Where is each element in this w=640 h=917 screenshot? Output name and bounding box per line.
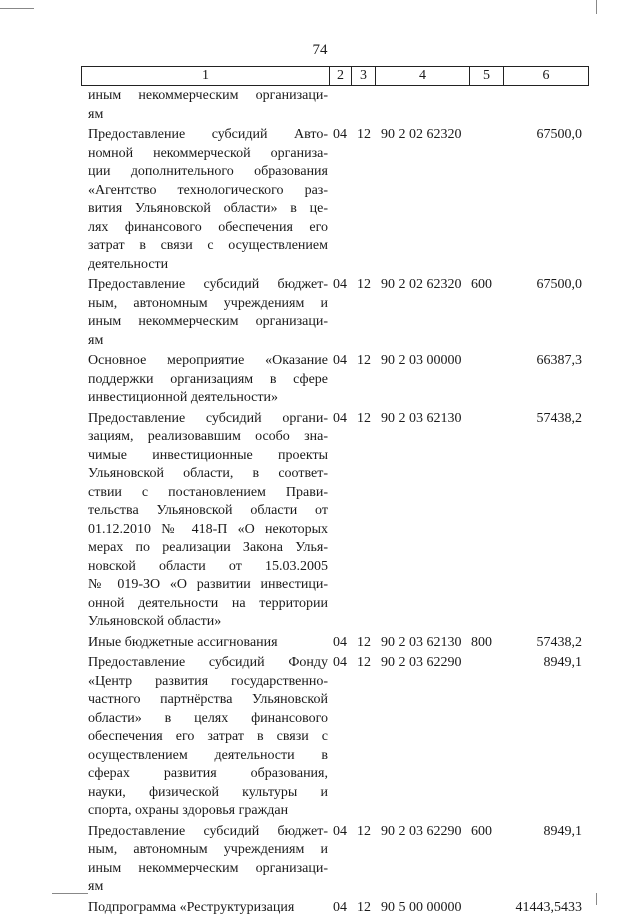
expense-type-code: 600: [471, 823, 492, 842]
section-code: 04: [333, 276, 347, 295]
header-col-5: 5: [469, 67, 503, 85]
section-code: 04: [333, 899, 347, 917]
amount: 67500,0: [537, 276, 583, 295]
description-line: Предоставление субсидий Фонду: [88, 654, 328, 673]
subsection-code: 12: [357, 654, 371, 673]
scan-mark-top-left: [0, 8, 34, 9]
table-header: [81, 66, 589, 86]
description-line: чимые инвестиционные проекты: [88, 447, 328, 466]
description-line: иным некоммерческим организаци-: [88, 860, 328, 879]
subsection-code: 12: [357, 352, 371, 371]
description-line: спорта, охраны здоровья граждан: [88, 802, 328, 821]
description-line: вития Ульяновской области» в це-: [88, 200, 328, 219]
header-col-1: 1: [81, 67, 329, 85]
description-line: Подпрограмма «Реструктуризация: [88, 899, 328, 917]
subsection-code: 12: [357, 634, 371, 653]
amount: 67500,0: [537, 126, 583, 145]
amount: 41443,5433: [516, 899, 583, 917]
page-number: 74: [0, 42, 640, 59]
target-item-code: 90 5 00 00000: [381, 899, 462, 917]
description-line: Предоставление субсидий Авто-: [88, 126, 328, 145]
description-line: номной некоммерческой организа-: [88, 145, 328, 164]
subsection-code: 12: [357, 899, 371, 917]
target-item-code: 90 2 03 62290: [381, 823, 462, 842]
scan-mark-bottom-right: [596, 893, 597, 905]
header-col-4: 4: [375, 67, 469, 85]
description-line: осуществлением деятельности в: [88, 747, 328, 766]
amount: 8949,1: [544, 823, 583, 842]
description-line: затрат в связи с осуществлением: [88, 237, 328, 256]
row-description: [88, 654, 328, 821]
description-line: Ульяновской области»: [88, 613, 328, 632]
expense-type-code: 600: [471, 276, 492, 295]
header-col-2: 2: [329, 67, 351, 85]
description-line: обеспечения его затрат в связи с: [88, 728, 328, 747]
section-code: 04: [333, 410, 347, 429]
row-description: [88, 634, 328, 653]
row-description: [88, 899, 328, 917]
description-line: ным, автономным учреждениям и: [88, 841, 328, 860]
description-line: «Центр развития государственно-: [88, 673, 328, 692]
amount: 8949,1: [544, 654, 583, 673]
amount: 57438,2: [537, 634, 583, 653]
description-line: Иные бюджетные ассигнования: [88, 634, 328, 653]
subsection-code: 12: [357, 410, 371, 429]
description-line: новской области от 15.03.2005: [88, 558, 328, 577]
header-col-3: 3: [351, 67, 375, 85]
target-item-code: 90 2 03 62130: [381, 634, 462, 653]
description-line: Предоставление субсидий бюджет-: [88, 276, 328, 295]
expense-type-code: 800: [471, 634, 492, 653]
description-line: Предоставление субсидий бюджет-: [88, 823, 328, 842]
subsection-code: 12: [357, 823, 371, 842]
section-code: 04: [333, 823, 347, 842]
row-description: [88, 352, 328, 408]
row-description: [88, 126, 328, 274]
description-line: мерах по реализации Закона Улья-: [88, 539, 328, 558]
description-line: частного партнёрства Ульяновской: [88, 691, 328, 710]
description-line: поддержки организациям в сфере: [88, 371, 328, 390]
description-line: онной деятельности на территории: [88, 595, 328, 614]
target-item-code: 90 2 02 62320: [381, 276, 462, 295]
description-line: области» в целях финансового: [88, 710, 328, 729]
description-line: № 019-ЗО «О развитии инвестици-: [88, 576, 328, 595]
description-line: Предоставление субсидий органи-: [88, 410, 328, 429]
description-line: лях финансового обеспечения его: [88, 219, 328, 238]
target-item-code: 90 2 03 62130: [381, 410, 462, 429]
row-description: [88, 276, 328, 350]
description-line: ции дополнительного образования: [88, 163, 328, 182]
row-description: [88, 823, 328, 897]
section-code: 04: [333, 126, 347, 145]
scan-mark-bottom-left: [52, 893, 88, 894]
description-line: 01.12.2010 № 418-П «О некоторых: [88, 521, 328, 540]
row-description: [88, 410, 328, 632]
description-line: деятельности: [88, 256, 328, 275]
amount: 57438,2: [537, 410, 583, 429]
section-code: 04: [333, 352, 347, 371]
scan-mark-top-right: [596, 0, 597, 14]
target-item-code: 90 2 03 62290: [381, 654, 462, 673]
description-line: иным некоммерческим организаци-: [88, 313, 328, 332]
description-line: Ульяновской области, в соответ-: [88, 465, 328, 484]
description-line: Основное мероприятие «Оказание: [88, 352, 328, 371]
description-line: ям: [88, 106, 328, 125]
description-line: ям: [88, 332, 328, 351]
target-item-code: 90 2 03 00000: [381, 352, 462, 371]
description-line: иным некоммерческим организаци-: [88, 87, 328, 106]
description-line: сферах развития образования,: [88, 765, 328, 784]
description-line: ствии с постановлением Прави-: [88, 484, 328, 503]
description-line: зациям, реализовавшим особо зна-: [88, 428, 328, 447]
description-line: ям: [88, 878, 328, 897]
section-code: 04: [333, 634, 347, 653]
section-code: 04: [333, 654, 347, 673]
target-item-code: 90 2 02 62320: [381, 126, 462, 145]
description-line: ным, автономным учреждениям и: [88, 295, 328, 314]
description-line: тельства Ульяновской области от: [88, 502, 328, 521]
description-line: «Агентство технологического раз-: [88, 182, 328, 201]
subsection-code: 12: [357, 126, 371, 145]
description-line: инвестиционной деятельности»: [88, 389, 328, 408]
amount: 66387,3: [537, 352, 583, 371]
subsection-code: 12: [357, 276, 371, 295]
description-line: науки, физической культуры и: [88, 784, 328, 803]
header-col-6: 6: [503, 67, 589, 85]
row-description: [88, 87, 328, 124]
